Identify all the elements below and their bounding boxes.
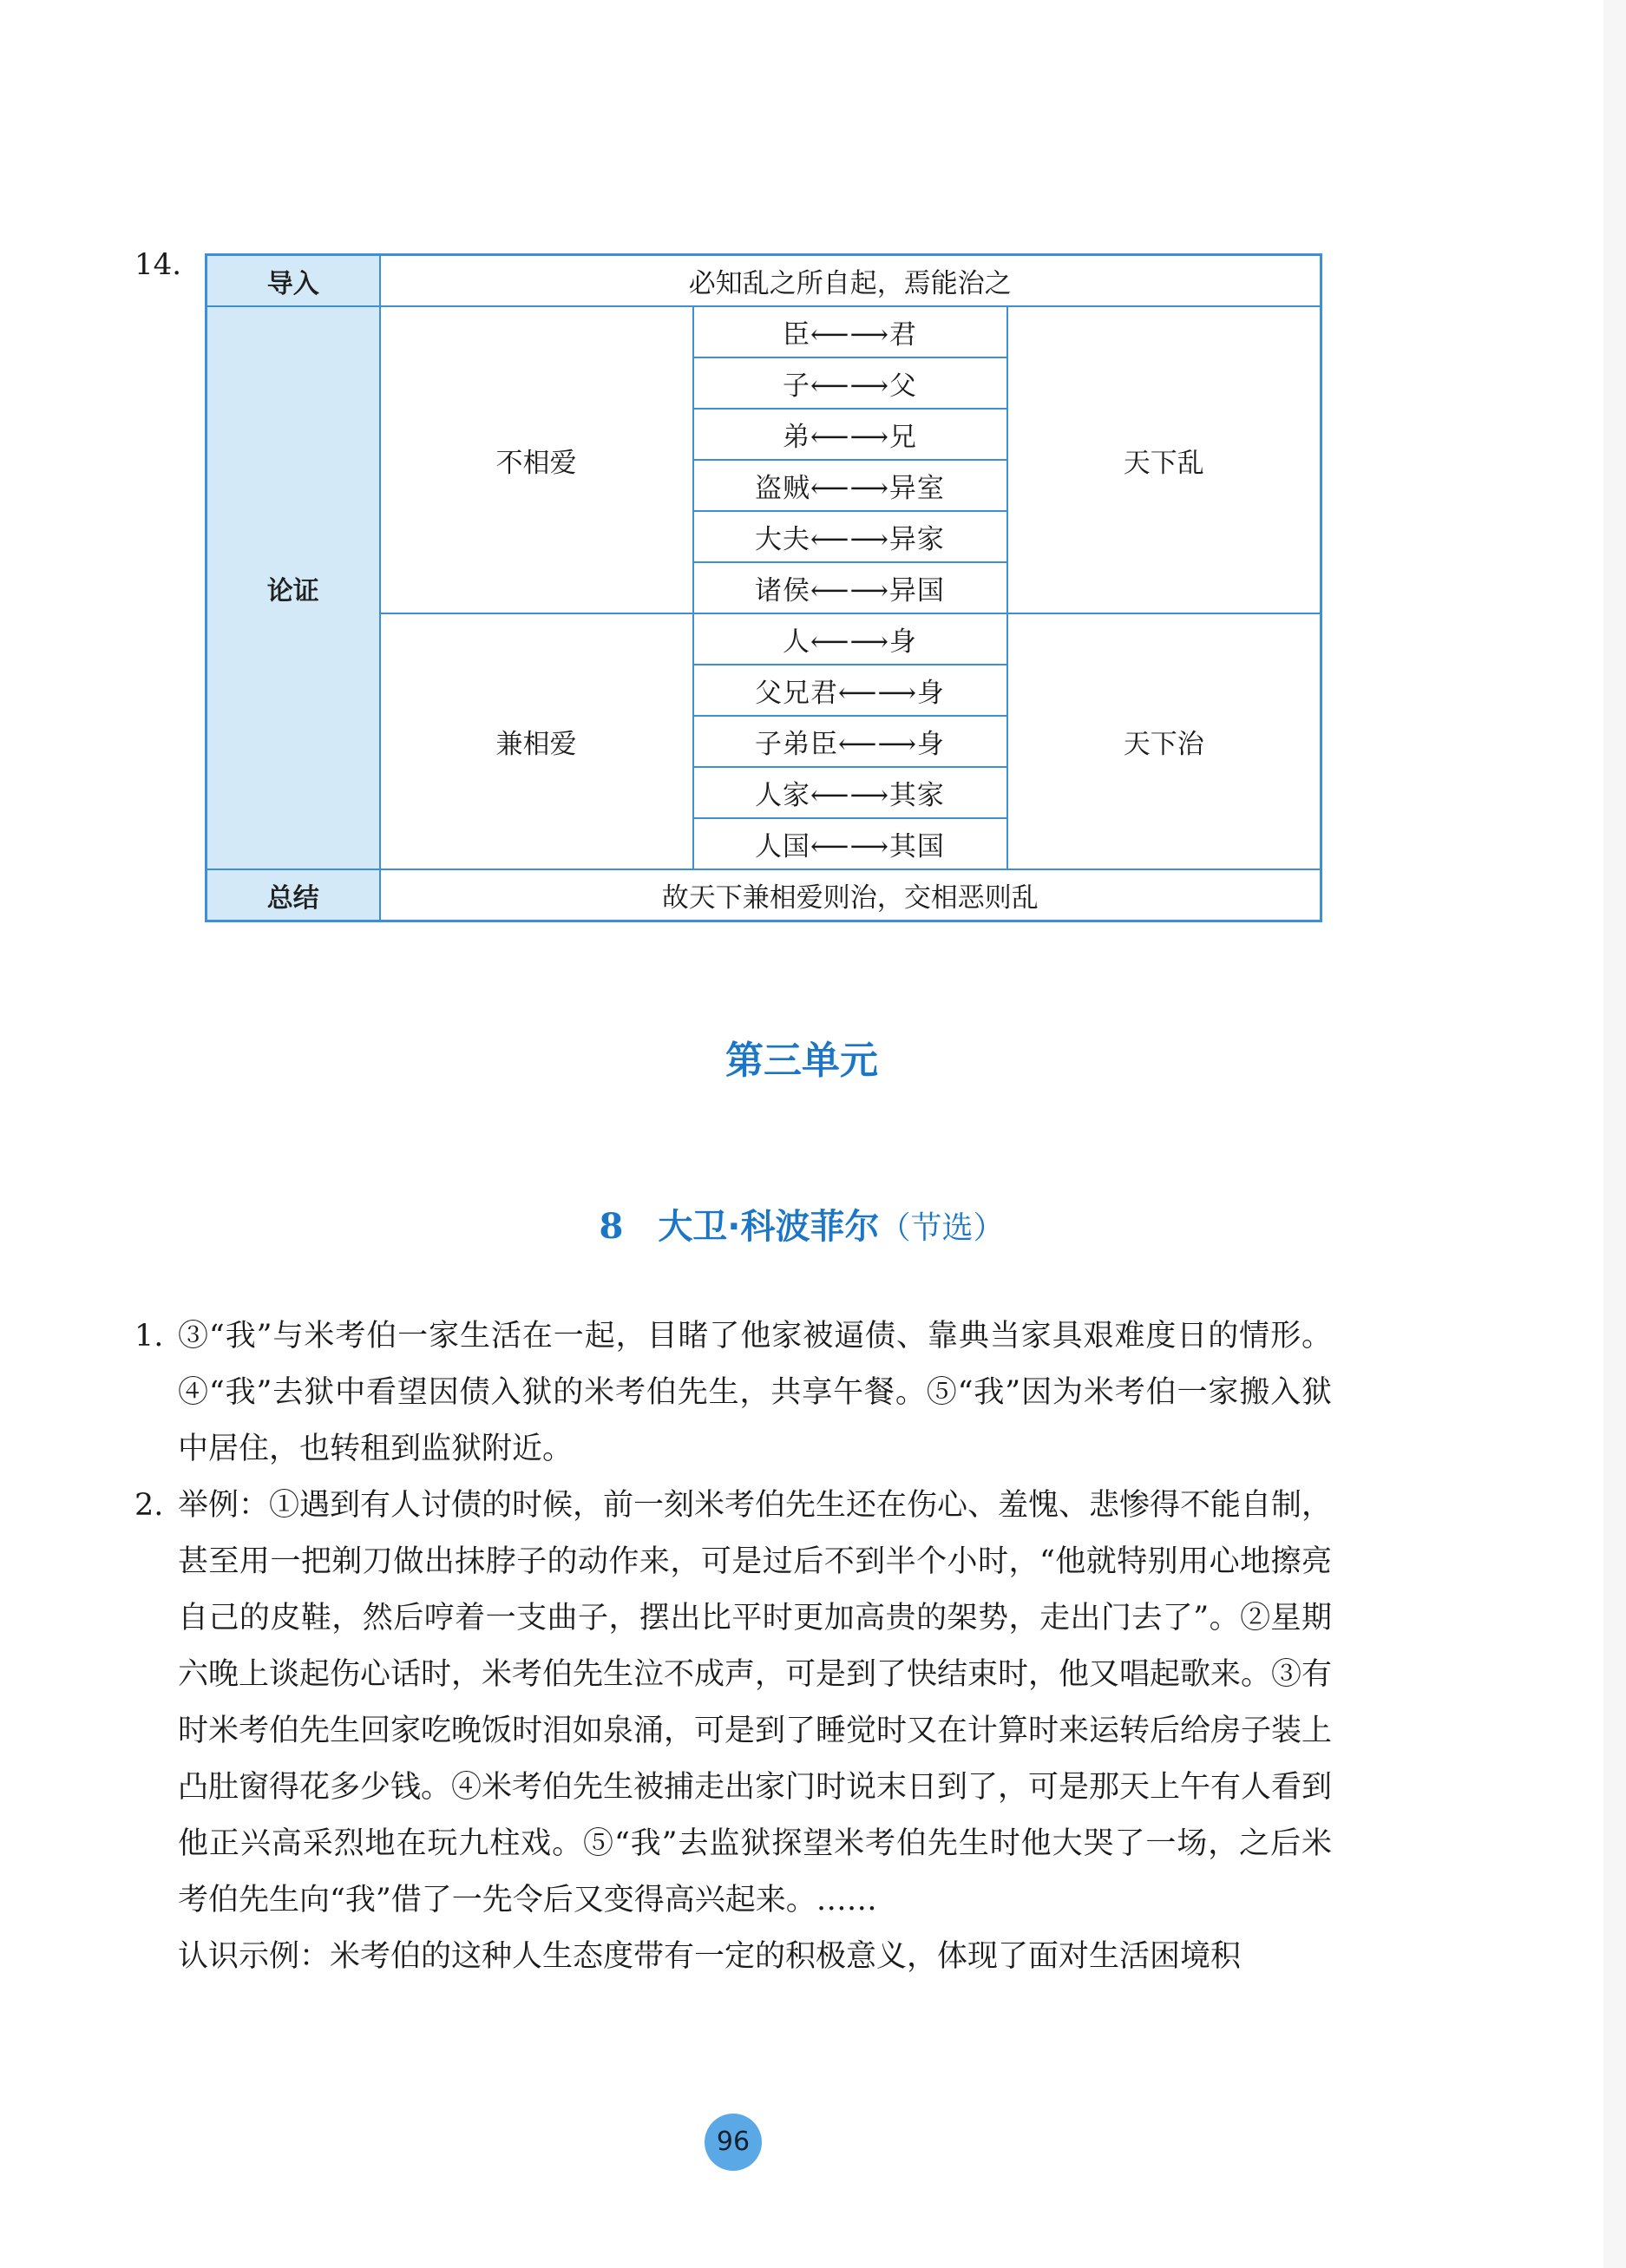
group2-name: 兼相爱 [380,613,693,869]
answer-list [134,1308,1332,1985]
answer-note: 认识示例：米考伯的这种人生态度带有一定的积极意义，体现了面对生活困境积 [178,1939,1242,1974]
group1-pair: 弟⟵⟶兄 [693,409,1007,460]
group2-result: 天下治 [1007,613,1321,869]
argument-outline-table [205,253,1322,922]
group1-pair: 诸侯⟵⟶异国 [693,562,1007,613]
group2-pair: 人家⟵⟶其家 [693,767,1007,818]
question-number: 14. [134,247,182,282]
answer-number: 1. [134,1319,164,1354]
summary-row [207,869,1321,921]
group1-result: 天下乱 [1007,306,1321,613]
intro-row [207,255,1321,307]
summary-label: 总结 [207,869,380,921]
lesson-title [0,1199,1603,1249]
argument-row [207,306,1321,357]
answer-text: 举例：①遇到有人讨债的时候，前一刻米考伯先生还在伤心、羞愧、悲惨得不能自制，甚至用一把剃刀做出抹脖子的动作来，可是过后不到半个小时，“他就特别用心地擦亮自己的皮鞋，然后哼着一支曲子，摆出比平时更加高贵的架势，走出门去了”。②星期六晚上谈起伤心话时，米考伯先生泣不成声，可是到了快结束时，他又唱起歌来。③有时米考伯先生回家吃晚饭时泪如泉涌，可是到了睡觉时又在计算时来运转后给房子装上凸肚窗得花多少钱。④米考伯先生被捕走出家门时说末日到了，可是那天上午有人看到他正兴高采烈地在玩九柱戏。⑤“我”去监狱探望米考伯先生时他大哭了一场，之后米考伯先生向“我”借了一先令后又变得高兴起来。…… [178,1488,1333,1917]
group1-pair: 盗贼⟵⟶异室 [693,460,1007,511]
page-number-badge: 96 [705,2114,762,2171]
group2-pair: 父兄君⟵⟶身 [693,665,1007,716]
answer-text: ③“我”与米考伯一家生活在一起，目睹了他家被逼债、靠典当家具艰难度日的情形。④“我”去狱中看望因债入狱的米考伯先生，共享午餐。⑤“我”因为米考伯一家搬入狱中居住，也转租到监狱附近。 [178,1319,1332,1466]
group2-pair: 人国⟵⟶其国 [693,818,1007,869]
group1-name: 不相爱 [380,306,693,613]
answer-item [134,1308,1332,1478]
intro-text: 必知乱之所自起，焉能治之 [380,255,1321,307]
group1-pair: 大夫⟵⟶异家 [693,511,1007,562]
lesson-number: 8 [599,1206,624,1247]
argument-label: 论证 [207,306,380,869]
summary-text: 故天下兼相爱则治，交相恶则乱 [380,869,1321,921]
answer-number: 2. [134,1488,164,1523]
group2-pair: 人⟵⟶身 [693,613,1007,665]
group1-pair: 子⟵⟶父 [693,357,1007,409]
unit-title: 第三单元 [725,1039,878,1083]
intro-label: 导入 [207,255,380,307]
lesson-name: 大卫·科波菲尔 [658,1207,880,1247]
group2-pair: 子弟臣⟵⟶身 [693,716,1007,767]
group1-pair: 臣⟵⟶君 [693,306,1007,357]
lesson-subtitle: （节选） [879,1210,1005,1246]
answer-item [134,1478,1332,1929]
